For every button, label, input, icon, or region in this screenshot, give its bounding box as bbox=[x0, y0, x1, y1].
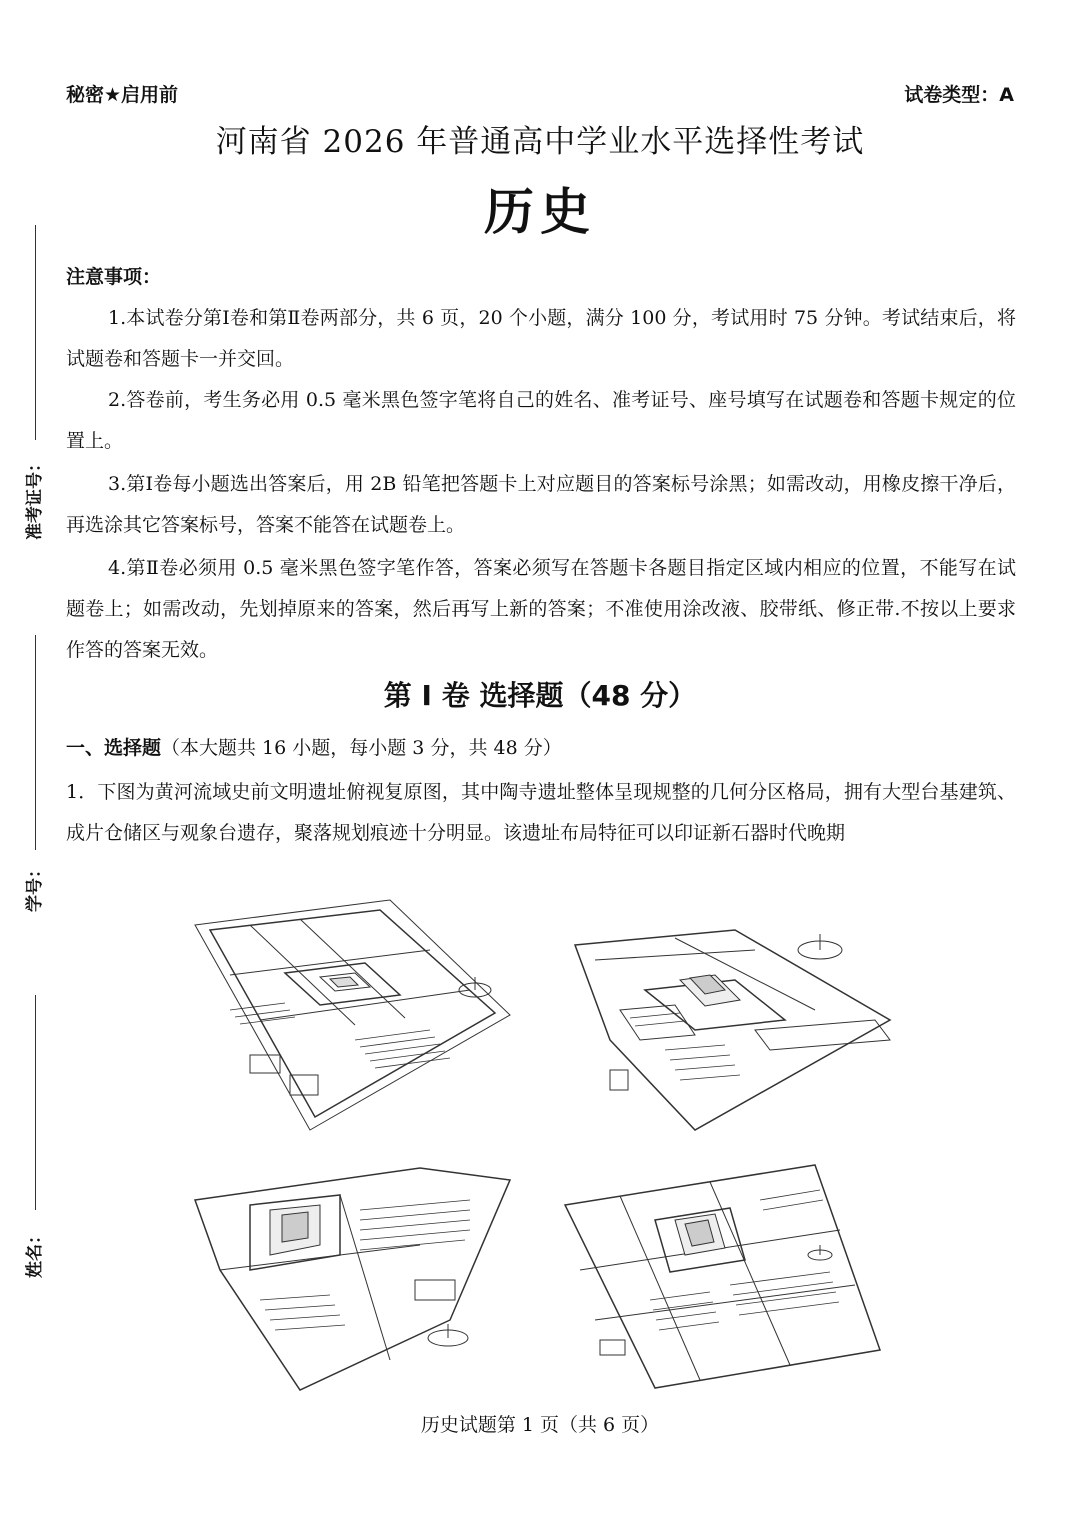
notice-item-1: 1.本试卷分第Ⅰ卷和第Ⅱ卷两部分，共 6 页，20 个小题，满分 100 分，考试用时 75 分钟。考试结束后，将试题卷和答题卡一并交回。 bbox=[66, 307, 1016, 370]
exam-id-label: 准考证号： bbox=[25, 455, 45, 540]
name-label: 姓名： bbox=[25, 1227, 45, 1278]
binding-line bbox=[35, 225, 36, 440]
part-one-heading: 一、选择题（本大题共 16 小题，每小题 3 分，共 48 分） bbox=[66, 737, 562, 759]
notice-item-4: 4.第Ⅱ卷必须用 0.5 毫米黑色签字笔作答，答案必须写在答题卡各题目指定区域内相应的位置，不能写在试题卷上；如需改动，先划掉原来的答案，然后再写上新的答案；不准使用涂改液、胶带纸、修正带.不按以上要求作答的答案无效。 bbox=[66, 557, 1016, 661]
notice-item-2: 2.答卷前，考生务必用 0.5 毫米黑色签字笔将自己的姓名、准考证号、座号填写在试题卷和答题卡规定的位置上。 bbox=[66, 389, 1016, 452]
exam-title: 河南省 2026 年普通高中学业水平选择性考试 bbox=[215, 124, 865, 160]
page-footer: 历史试题第 1 页（共 6 页） bbox=[420, 1414, 660, 1436]
site-sketch-3 bbox=[190, 1160, 515, 1392]
site-sketch-1 bbox=[190, 895, 515, 1135]
binding-line bbox=[35, 995, 36, 1210]
notice-item-3: 3.第Ⅰ卷每小题选出答案后，用 2B 铅笔把答题卡上对应题目的答案标号涂黑；如需改动，用橡皮擦干净后，再选涂其它答案标号，答案不能答在试题卷上。 bbox=[66, 473, 1016, 536]
site-sketch-2 bbox=[555, 920, 895, 1138]
question-1-stem: 1．下图为黄河流域史前文明遗址俯视复原图，其中陶寺遗址整体呈现规整的几何分区格局，拥有大型台基建筑、成片仓储区与观象台遗存，聚落规划痕迹十分明显。该遗址布局特征可以印证新石器时代晚期 bbox=[66, 781, 1016, 844]
site-sketch-4 bbox=[560, 1160, 885, 1390]
binding-line bbox=[35, 635, 36, 850]
subject-title: 历史 bbox=[484, 183, 596, 241]
section-title: 第 I 卷 选择题（48 分） bbox=[383, 679, 697, 712]
student-no-label: 学号： bbox=[25, 861, 45, 912]
paper-type-label: 试卷类型：A bbox=[904, 84, 1014, 106]
confidential-label: 秘密★启用前 bbox=[66, 84, 179, 106]
notice-heading: 注意事项： bbox=[66, 266, 162, 288]
